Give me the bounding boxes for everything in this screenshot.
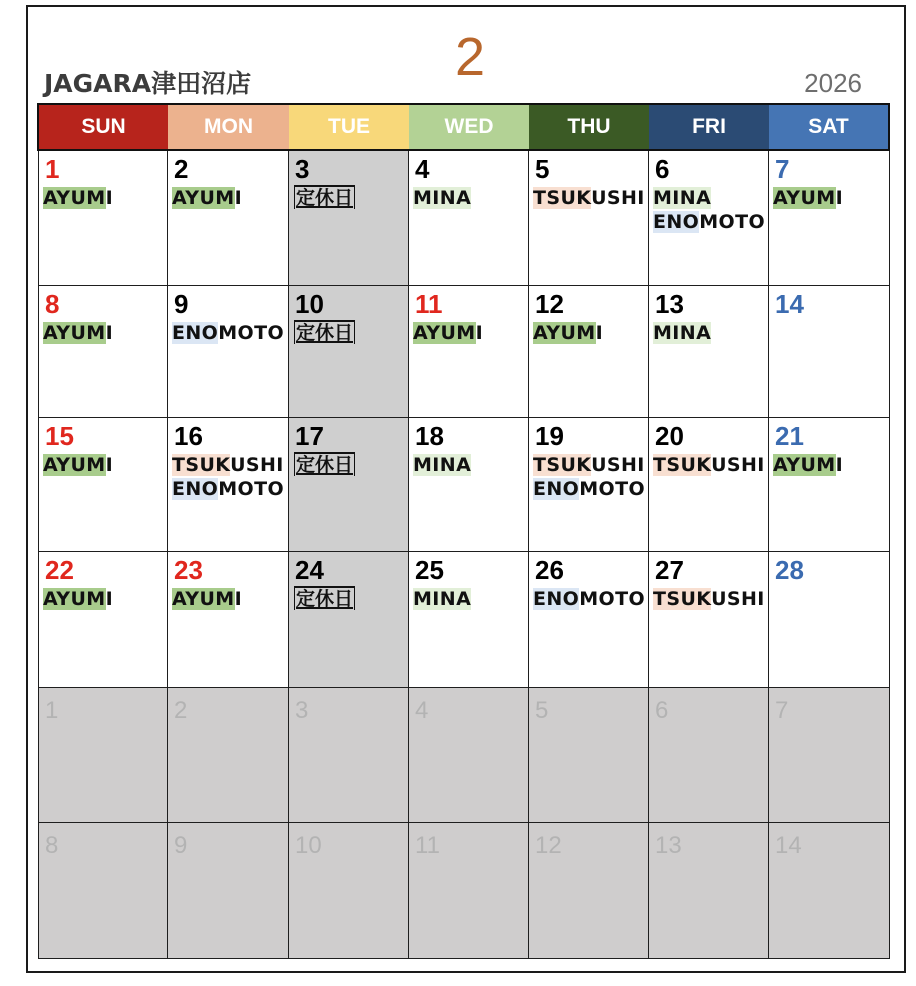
shift-list: [651, 453, 765, 477]
shift-list: [291, 186, 355, 210]
calendar-cell-other-month: [289, 688, 409, 823]
weekday-header: [37, 103, 890, 151]
closed-day-text: 定休日: [296, 588, 354, 610]
shift-list: [411, 186, 471, 210]
staff-name: AYUMI: [43, 454, 114, 476]
day-number: 20: [655, 421, 684, 451]
shift-list: [411, 587, 471, 611]
store-name: JAGARA津田沼店: [44, 69, 252, 98]
staff-name: TSUKUSHI: [653, 588, 765, 610]
calendar-cell-other-month: [649, 688, 769, 823]
calendar-cell-other-month: [649, 823, 769, 959]
day-number: 11: [415, 289, 443, 319]
staff-name: AYUMI: [43, 322, 114, 344]
day-number: 18: [415, 421, 444, 451]
calendar-cell: [649, 418, 769, 552]
day-number: 21: [775, 421, 804, 451]
calendar-cell: [529, 418, 649, 552]
day-number: 2: [174, 154, 189, 184]
year-label: 2026: [804, 68, 862, 98]
weekday-sun: SUN: [39, 105, 168, 149]
staff-name: AYUMI: [413, 322, 484, 344]
weekday-thu: THU: [529, 105, 649, 149]
calendar-cell: [168, 286, 289, 418]
shift-list: [291, 453, 355, 477]
calendar-cell-other-month: [289, 823, 409, 959]
calendar-cell: [38, 418, 168, 552]
calendar-cell: [289, 286, 409, 418]
day-number: 12: [535, 289, 564, 319]
day-number: 25: [415, 555, 444, 585]
calendar-cell: [769, 552, 890, 688]
day-number: 16: [174, 421, 203, 451]
calendar-cell: [649, 286, 769, 418]
shift-list: [771, 453, 843, 477]
day-number: 24: [295, 555, 324, 585]
day-number: 15: [45, 421, 74, 451]
staff-name: AYUMI: [773, 187, 844, 209]
shift-list: [531, 587, 645, 611]
calendar-cell: [649, 552, 769, 688]
day-number: 19: [535, 421, 564, 451]
day-number: 9: [174, 289, 189, 319]
weekday-sat: SAT: [769, 105, 888, 149]
day-number: 8: [45, 832, 59, 859]
staff-name: TSUKUSHI: [172, 454, 284, 476]
staff-name: TSUKUSHI: [653, 454, 765, 476]
day-number: 27: [655, 555, 684, 585]
calendar-cell-other-month: [38, 688, 168, 823]
shift-list: [771, 186, 843, 210]
calendar-cell: [289, 151, 409, 286]
calendar-grid: [38, 151, 890, 959]
calendar-cell: [409, 552, 529, 688]
shift-list: [411, 321, 483, 345]
day-number: 9: [174, 832, 188, 859]
day-number: 4: [415, 697, 429, 724]
calendar-cell: [289, 418, 409, 552]
shift-list: [170, 186, 242, 210]
day-number: 26: [535, 555, 564, 585]
day-number: 6: [655, 697, 669, 724]
closed-day-text: 定休日: [296, 322, 354, 344]
calendar-cell-other-month: [529, 688, 649, 823]
day-number: 1: [45, 697, 59, 724]
day-number: 3: [295, 697, 309, 724]
calendar-cell: [529, 151, 649, 286]
staff-name: AYUMI: [172, 187, 243, 209]
staff-name: MINA: [413, 588, 472, 610]
calendar-cell-other-month: [409, 823, 529, 959]
staff-name: AYUMI: [43, 588, 114, 610]
calendar-cell-other-month: [409, 688, 529, 823]
day-number: 13: [655, 289, 684, 319]
day-number: 4: [415, 154, 430, 184]
day-number: 3: [295, 154, 310, 184]
calendar-cell: [769, 286, 890, 418]
calendar-cell-other-month: [38, 823, 168, 959]
day-number: 2: [174, 697, 188, 724]
calendar-cell: [38, 286, 168, 418]
calendar-cell: [409, 151, 529, 286]
staff-name: TSUKUSHI: [533, 187, 645, 209]
closed-day-label: [291, 186, 355, 210]
shift-list: [411, 453, 471, 477]
day-number: 17: [295, 421, 324, 451]
closed-day-label: [291, 453, 355, 477]
shift-list: [531, 186, 645, 210]
closed-day-label: [291, 321, 355, 345]
staff-name: ENOMOTO: [533, 478, 646, 500]
staff-name: MINA: [413, 187, 472, 209]
calendar-cell: [168, 552, 289, 688]
calendar-cell: [529, 552, 649, 688]
shift-list: [651, 587, 765, 611]
weekday-mon: MON: [168, 105, 289, 149]
day-number: 12: [535, 832, 562, 859]
day-number: 13: [655, 832, 682, 859]
shift-list: [170, 587, 242, 611]
shift-list: [651, 321, 711, 345]
calendar-cell: [38, 151, 168, 286]
day-number: 1: [45, 154, 60, 184]
shift-list: [41, 453, 113, 477]
day-number: 8: [45, 289, 60, 319]
calendar-cell: [769, 151, 890, 286]
calendar-cell-other-month: [168, 823, 289, 959]
staff-name: ENOMOTO: [172, 478, 285, 500]
day-number: 28: [775, 555, 804, 585]
calendar-cell: [769, 418, 890, 552]
calendar-cell-other-month: [769, 688, 890, 823]
staff-name: AYUMI: [533, 322, 604, 344]
shift-list: [170, 321, 284, 345]
weekday-tue: TUE: [289, 105, 409, 149]
staff-name: AYUMI: [773, 454, 844, 476]
closed-day-text: 定休日: [296, 454, 354, 476]
day-number: 5: [535, 697, 549, 724]
day-number: 10: [295, 289, 324, 319]
closed-day-text: 定休日: [296, 187, 354, 209]
day-number: 22: [45, 555, 74, 585]
staff-name: ENOMOTO: [172, 322, 285, 344]
day-number: 23: [174, 555, 203, 585]
staff-name: ENOMOTO: [533, 588, 646, 610]
calendar-cell: [529, 286, 649, 418]
shift-list: [41, 321, 113, 345]
staff-name: MINA: [413, 454, 472, 476]
shift-list: [531, 321, 603, 345]
calendar-cell: [649, 151, 769, 286]
day-number: 11: [415, 832, 440, 859]
weekday-wed: WED: [409, 105, 529, 149]
staff-name: TSUKUSHI: [533, 454, 645, 476]
day-number: 10: [295, 832, 322, 859]
shift-list: [170, 453, 284, 501]
staff-name: AYUMI: [172, 588, 243, 610]
calendar-cell-other-month: [168, 688, 289, 823]
day-number: 14: [775, 289, 804, 319]
shift-list: [651, 186, 765, 234]
calendar-cell: [289, 552, 409, 688]
day-number: 5: [535, 154, 550, 184]
calendar-cell-other-month: [529, 823, 649, 959]
staff-name: ENOMOTO: [653, 211, 766, 233]
day-number: 7: [775, 154, 790, 184]
calendar-cell: [409, 418, 529, 552]
shift-list: [531, 453, 645, 501]
day-number: 6: [655, 154, 670, 184]
calendar-cell: [38, 552, 168, 688]
shift-list: [41, 186, 113, 210]
day-number: 7: [775, 697, 789, 724]
shift-list: [41, 587, 113, 611]
calendar-cell: [168, 418, 289, 552]
shift-list: [291, 321, 355, 345]
weekday-fri: FRI: [649, 105, 769, 149]
staff-name: AYUMI: [43, 187, 114, 209]
shift-list: [291, 587, 355, 611]
calendar-cell: [409, 286, 529, 418]
month-number: 2: [454, 27, 486, 87]
staff-name: MINA: [653, 187, 712, 209]
day-number: 14: [775, 832, 802, 859]
closed-day-label: [291, 587, 355, 611]
staff-name: MINA: [653, 322, 712, 344]
calendar-cell-other-month: [769, 823, 890, 959]
calendar-cell: [168, 151, 289, 286]
